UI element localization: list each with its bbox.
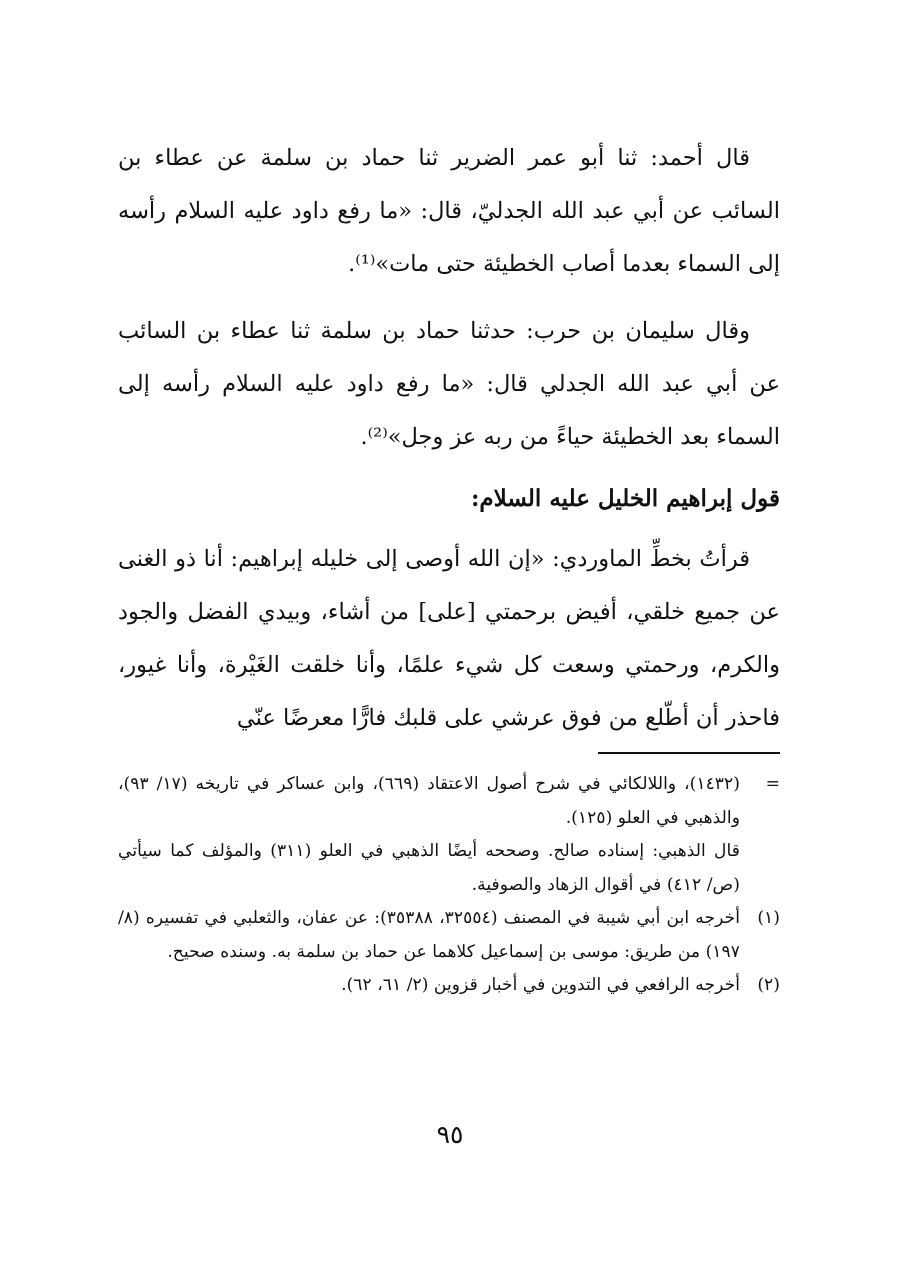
footnote-marker: = xyxy=(765,774,780,794)
footnote-line: (١٤٣٢)، واللالكائي في شرح أصول الاعتقاد (٦٦٩)، وابن عساكر في تاريخه (١٧/ ٩٣)، والذهبي في العلو (١٢٥). xyxy=(118,774,740,828)
footnotes xyxy=(118,768,780,1003)
footnote-separator xyxy=(598,752,780,754)
paragraph-3: قرأتُ بخطِّ الماوردي: «إن الله أوصى إلى خليله إبراهيم: أنا ذو الغنى عن جميع خلقي، أفيض برحمتي [على] من أشاء، وبيدي الفضل والجود والكرم، ورحمتي وسعت كل شيء علمًا، وأنا خلقت الغَيْرة، وأنا غيور، فاحذر أن أطّلع من فوق عرشي على قلبك فارًّا معرضًا عنّي xyxy=(118,546,780,731)
footnote-line: أخرجه الرافعي في التدوين في أخبار قزوين (٢/ ٦١، ٦٢). xyxy=(341,975,740,995)
page-number: ٩٥ xyxy=(436,1120,464,1149)
paragraph-1: قال أحمد: ثنا أبو عمر الضرير ثنا حماد بن سلمة عن عطاء بن السائب عن أبي عبد الله الجدليّ، قال: «ما رفع داود عليه السلام رأسه إلى السماء بعدما أصاب الخطيئة حتى مات»⁽¹⁾. xyxy=(118,145,780,277)
footnote-marker: (١) xyxy=(757,908,780,928)
footnote-1 xyxy=(118,902,780,969)
footnote-marker: (٢) xyxy=(757,975,780,995)
footnote-continuation xyxy=(118,768,780,902)
paragraph-2: وقال سليمان بن حرب: حدثنا حماد بن سلمة ثنا عطاء بن السائب عن أبي عبد الله الجدلي قال: «ما رفع داود عليه السلام رأسه إلى السماء بعد الخطيئة حياءً من ربه عز وجل»⁽²⁾. xyxy=(118,318,780,450)
footnote-line: قال الذهبي: إسناده صالح. وصححه أيضًا الذهبي في العلو (٣١١) والمؤلف كما سيأتي (ص/ ٤١٢) في أقوال الزهاد والصوفية. xyxy=(118,841,740,895)
footnote-line: أخرجه ابن أبي شيبة في المصنف (٣٢٥٥٤، ٣٥٣٨٨): عن عفان، والثعلبي في تفسيره (٨/ ١٩٧) من طريق: موسى بن إسماعيل كلاهما عن حماد بن سلمة به. وسنده صحيح. xyxy=(118,908,740,962)
footnote-2 xyxy=(118,969,780,1003)
section-heading: قول إبراهيم الخليل عليه السلام: xyxy=(470,485,780,512)
main-text xyxy=(118,132,780,745)
